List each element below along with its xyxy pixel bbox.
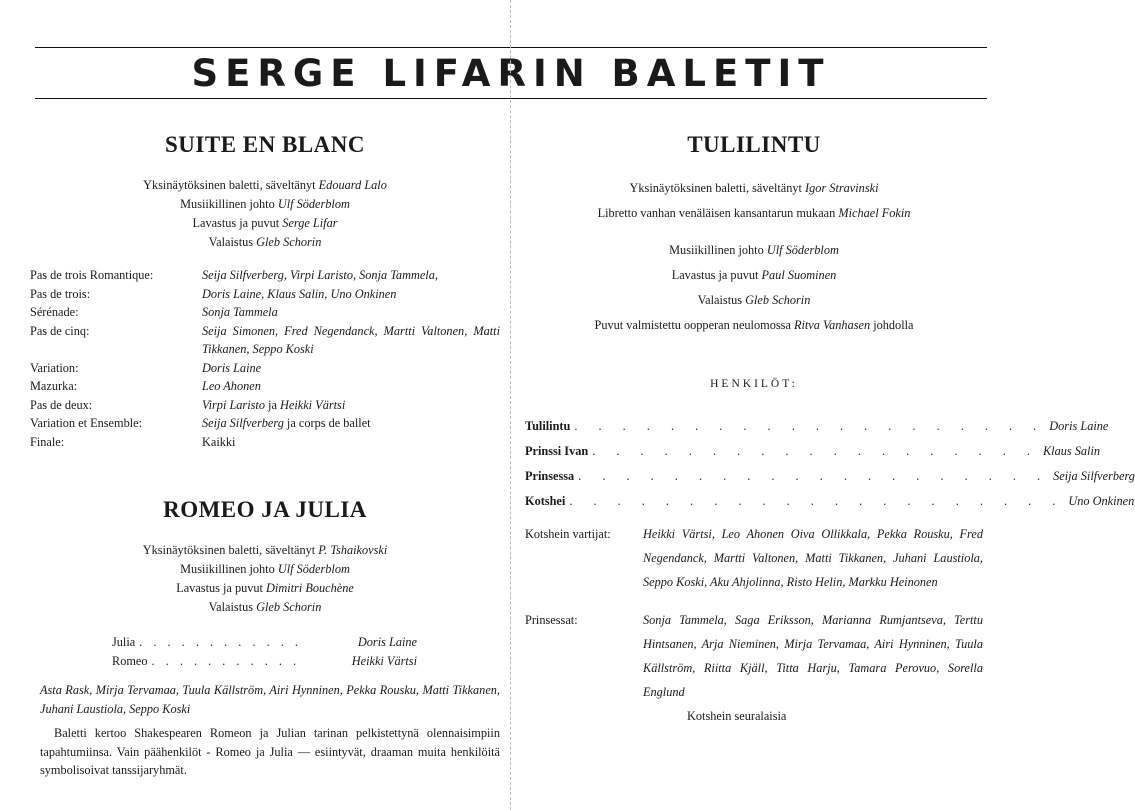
entourage-line: Kotshein seuralaisia [687,709,787,723]
cast-row [525,439,1101,464]
tulilintu-credits-top [525,176,983,226]
tulilintu-credit-costumes: Puvut valmistettu oopperan neulomossa Ritva Vanhasen johdolla [594,318,914,332]
suite-credit-conductor: Musiikillinen johto Ulf Söderblom [180,197,350,211]
title-rule [35,98,987,99]
cast-role: Prinsessa [525,469,575,483]
suite-credit-lighting: Valaistus Gleb Schorin [208,235,322,249]
romeo-ja-julia-section [30,497,500,780]
princesses-label: Prinsessat: [525,613,578,627]
right-column [525,132,1135,728]
left-column [30,132,500,780]
cast-role: Julia [112,635,136,649]
tulilintu-credit-lighting: Valaistus Gleb Schorin [697,293,811,307]
cast-role: Pas de cinq: [30,323,90,338]
princesses-group [525,608,983,704]
suite-title: SUITE EN BLANC [165,132,365,157]
cast-role: Finale: [30,434,65,449]
romeo-credit-design: Lavastus ja puvut Dimitri Bouchène [176,581,354,595]
cast-row [30,303,500,322]
tulilintu-credit-conductor: Musiikillinen johto Ulf Söderblom [669,243,839,257]
tulilintu-credit-composer: Yksinäytöksinen baletti, säveltänyt Igor Stravinski [629,181,879,195]
tulilintu-credits-bottom [525,238,983,338]
suite-credit-design: Lavastus ja puvut Serge Lifar [192,216,338,230]
cast-performers: Seija Simonen, Fred Negendanck, Martti Valtonen, Matti Tikkanen, Seppo Koski [202,323,500,356]
guards-group [525,522,983,594]
romeo-credit-conductor: Musiikillinen johto Ulf Söderblom [180,562,350,576]
romeo-description: Baletti kertoo Shakespearen Romeon ja Julian tarinan pelkistettynä olennaisimpiin tapahtumiinsa. Vain päähenkilöt - Romeo ja Julia — esiintyvät, draaman muita henkilöitä symbolisoivat tanssijaryhmät. [40,726,500,777]
cast-row [30,266,500,285]
cast-row [30,396,500,415]
cast-performer: Seija Silfverberg [1053,469,1135,483]
princesses-performers: Sonja Tammela, Saga Eriksson, Marianna Rumjantseva, Terttu Hintsanen, Arja Nieminen, Mirja Tervamaa, Airi Hynninen, Tuula Källström, Riitta Kjäll, Titta Harju, Tamara Perovuo, Sorella Englund [643,613,983,699]
cast-row [525,414,1109,439]
cast-performers: Seija Silfverberg ja corps de ballet [202,416,371,430]
cast-performer: Klaus Salin [1042,444,1101,458]
top-rule [35,47,987,48]
page-gutter [510,0,511,810]
cast-row [112,652,417,671]
tulilintu-title: TULILINTU [687,132,821,157]
cast-performers: Seija Silfverberg, Virpi Laristo, Sonja Tammela, [202,268,438,282]
tulilintu-credit-design: Lavastus ja puvut Paul Suominen [671,268,837,282]
romeo-ensemble: Asta Rask, Mirja Tervamaa, Tuula Källström, Airi Hynninen, Pekka Rousku, Matti Tikkanen, Juhani Laustiola, Seppo Koski [40,683,500,716]
cast-performer: Heikki Värtsi [351,654,417,668]
tulilintu-cast-list [525,414,1135,514]
cast-performer: Doris Laine [357,635,417,649]
leader-dots: . . . . . . . . . . . . . . . . . . . . [578,469,1050,483]
tulilintu-section [525,132,1135,728]
guards-label: Kotshein vartijat: [525,527,611,541]
cast-row [30,414,500,433]
romeo-credit-lighting: Valaistus Gleb Schorin [208,600,322,614]
cast-role: Pas de trois: [30,286,91,301]
suite-en-blanc-section [30,132,500,451]
cast-row [112,633,417,652]
characters-heading: HENKILÖT: [710,378,798,390]
leader-dots: . . . . . . . . . . . . . . . . . . . . . [569,494,1065,508]
leader-dots: . . . . . . . . . . . . . . . . . . . . [574,419,1046,433]
romeo-credit-composer: Yksinäytöksinen baletti, säveltänyt P. Tshaikovski [142,543,388,557]
guards-performers: Heikki Värtsi, Leo Ahonen Oiva Ollikkala, Pekka Rousku, Fred Negendanck, Martti Valtonen, Matti Tikkanen, Juhani Laustiola, Seppo Koski, Aku Ahjolinna, Risto Helin, Markku Heinonen [643,527,983,589]
cast-role: Variation: [30,360,79,375]
cast-performers: Doris Laine, Klaus Salin, Uno Onkinen [202,286,397,301]
cast-role: Variation et Ensemble: [30,416,143,430]
cast-row [30,433,500,452]
cast-row [525,464,1135,489]
suite-credit-composer: Yksinäytöksinen baletti, säveltänyt Edouard Lalo [143,178,387,192]
leader-dots: . . . . . . . . . . . . . . . . . . . [592,444,1039,458]
cast-performers: Kaikki [202,434,236,449]
cast-performer: Doris Laine [1049,419,1109,433]
cast-row [30,359,500,378]
cast-role: Pas de trois Romantique: [30,268,154,282]
tulilintu-credit-libretto: Libretto vanhan venäläisen kansantarun mukaan Michael Fokin [597,206,911,220]
cast-row [525,489,1135,514]
cast-performers: Virpi Laristo ja Heikki Värtsi [202,397,346,412]
cast-role: Sérénade: [30,305,79,319]
cast-role: Mazurka: [30,379,78,393]
cast-performers: Doris Laine [202,360,262,375]
cast-role: Pas de deux: [30,397,93,412]
romeo-cast-list [112,633,417,671]
suite-cast-list [30,266,500,451]
cast-performers: Sonja Tammela [202,305,278,319]
cast-row [30,377,500,396]
romeo-title: ROMEO JA JULIA [163,497,367,522]
cast-role: Romeo [112,654,148,668]
cast-role: Prinssi Ivan [525,444,589,458]
cast-role: Kotshei [525,494,566,508]
leader-dots: . . . . . . . . . . . . [139,635,302,649]
romeo-credits [30,541,500,617]
cast-row [30,285,500,304]
suite-credits [30,176,500,252]
cast-performer: Uno Onkinen [1068,494,1135,508]
leader-dots: . . . . . . . . . . . [151,654,301,668]
page-title: SERGE LIFARIN BALETIT [191,52,831,95]
cast-row [30,322,500,359]
cast-performers: Leo Ahonen [202,379,261,393]
cast-role: Tulilintu [525,419,571,433]
